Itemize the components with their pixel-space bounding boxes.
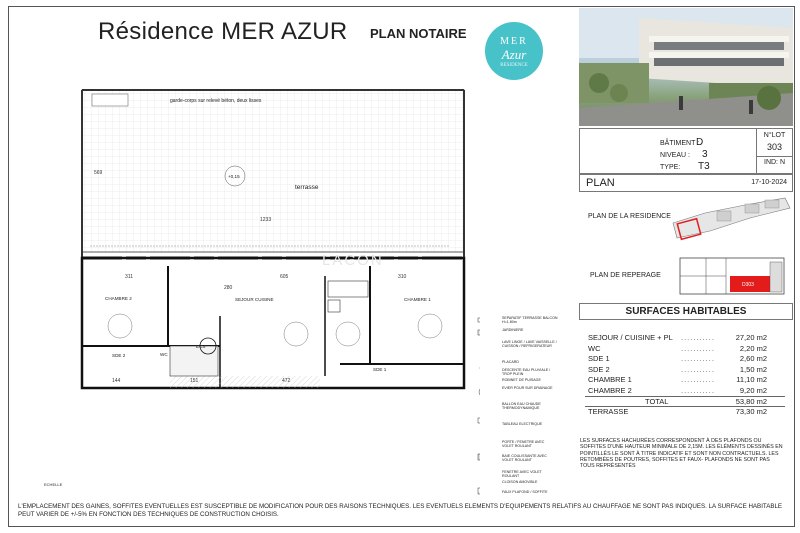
dim-311: 311 [125, 274, 133, 280]
surface-name: SDE 1 [588, 354, 610, 363]
legend-item: BALLON EAU CHAUDE THERMODYNAMIQUE [502, 402, 541, 410]
surface-row-chambre1 [585, 375, 785, 386]
surfaces-title: SURFACES HABITABLES [579, 303, 793, 320]
reperage-plan [676, 252, 788, 298]
mer-azur-logo [485, 22, 543, 80]
surface-row-wc [585, 344, 785, 355]
scale-label: ECHELLE [44, 482, 63, 487]
plan-label: PLAN [586, 177, 615, 189]
surface-name: CHAMBRE 1 [588, 375, 632, 384]
niveau-label: NIVEAU : [660, 152, 690, 159]
surface-dots: ........... [681, 364, 715, 374]
room-ecs: ECS [196, 344, 206, 349]
lot-info-panel [579, 128, 793, 174]
surface-dots: ........... [681, 343, 715, 353]
legend-item: SEPARATIF TERRASSE BALCON H=1.80m [502, 316, 558, 324]
terrasse-label: TERRASSE [588, 406, 629, 416]
legend-item: DESCENTE EAU PLUVIALE / TROP PLEIN [502, 368, 551, 376]
dim-605: 605 [280, 274, 289, 280]
surface-value: 27,20 m2 [735, 333, 767, 342]
legend-item: LAVE LINGE / LAVE VAISSELLE / CUISSON / REFRIGERATEUR [502, 340, 557, 348]
room-chambre2: CHAMBRE 2 [105, 296, 132, 301]
surface-name: CHAMBRE 2 [588, 385, 632, 395]
reperage-tag: D303 [742, 282, 754, 288]
batiment-value: D [696, 137, 704, 148]
surface-row-total [585, 396, 785, 407]
surfaces-table [585, 333, 785, 417]
surface-row-terrasse [585, 407, 785, 418]
lot-number: 303 [766, 142, 783, 152]
surface-name: SEJOUR / CUISINE + PL [588, 333, 673, 342]
terrace-label: terrasse [295, 184, 319, 191]
legend-item: EVIER POUR SUR DRAINAGE [502, 386, 553, 390]
residence-title: Résidence MER AZUR [98, 18, 348, 45]
legend-item: ROBINET DE PUISAGE [502, 378, 541, 382]
terrasse-value: 73,30 m2 [735, 406, 767, 416]
logo-line2: Azur [501, 47, 527, 62]
dim-472: 472 [282, 378, 291, 384]
terrace-width-dim: 1233 [260, 217, 272, 223]
surface-value: 9,20 m2 [739, 385, 767, 395]
plan-date: 17-10-2024 [751, 179, 787, 186]
surface-value: 11,10 m2 [736, 375, 767, 384]
room-sejour: SEJOUR CUISINE [235, 297, 274, 302]
residence-plan-label: PLAN DE LA RESIDENCE [588, 213, 671, 220]
residence-site-plan [665, 193, 793, 243]
surface-dots: ........... [681, 354, 715, 363]
residence-photo [579, 8, 793, 126]
total-label: TOTAL [645, 397, 669, 406]
legend-item: FENETRE AVEC VOLET ROULANT [502, 470, 542, 478]
logo-line3: RÉSIDENCE [500, 63, 528, 68]
surface-row-sejour [585, 333, 785, 344]
room-wc: WC [160, 352, 168, 357]
room-chambre1: CHAMBRE 1 [404, 297, 431, 302]
dim-144: 144 [112, 378, 121, 384]
lot-label: N°LOT [763, 132, 786, 139]
lot-number-box [756, 129, 792, 173]
dim-151: 151 [190, 378, 199, 384]
legend-item: PLACARD [502, 360, 519, 364]
legend-item: FAUX PLAFOND / SOFFITE [502, 490, 548, 494]
logo-line1: MER [500, 36, 528, 47]
legend-item: TABLEAU ELECTRIQUE [502, 422, 543, 426]
watermark: LACON [322, 252, 384, 269]
terrace-depth-dim: 569 [94, 170, 103, 176]
floor-plan [70, 86, 480, 496]
room-sde1: SDE 1 [373, 367, 387, 372]
surface-dots: ........... [681, 333, 715, 342]
room-sde2: SDE 2 [112, 353, 126, 358]
type-value: T3 [698, 161, 710, 172]
surface-row-sde2 [585, 365, 785, 376]
legend-item: PORTE / FENETRE AVEC VOLET ROULANT [502, 440, 545, 448]
plan-header [579, 174, 793, 192]
disclaimer-text: L'EMPLACEMENT DES GAINES, SOFFITES EVENTUELLES EST SUSCEPTIBLE DE MODIFICATION POUR DES RAISONS TECHNIQUES. LES EVENTUELS ELEMENTS D'EQUIPEMENTS RELATIFS AU CHAUFFAGE NE SONT PAS INDIQUES. LA SURFACE HABITABLE PEUT VARIER DE +/-5% EN FONCTION DES TECHNIQUES DE CONSTRUCTION CHOISIS. [18, 503, 783, 518]
plan-notes: LES SURFACES HACHURÉES CORRESPONDENT À DES PLAFONDS OU SOFFITES D'UNE HAUTEUR MINIMALE DE 2,15M. LES ÉLÉMENTS DESSINÉS EN POINTILLÉS LE SONT À TITRE INDICATIF ET SONT NON CONTRACTUELS. LES RETOMBÉES DE POUTRES, SOFFITES ET FAUX- PLAFONDS NE SONT PAS TOUS REPRÉSENTÉS [580, 438, 783, 470]
surface-value: 2,20 m2 [739, 343, 767, 353]
surface-dots: ........... [681, 375, 715, 384]
surface-name: SDE 2 [588, 364, 610, 374]
surface-name: WC [588, 343, 601, 353]
index-label: IND: N [757, 156, 792, 166]
reperage-plan-label: PLAN DE REPERAGE [590, 272, 661, 279]
level-mark: +0,15 [228, 174, 240, 179]
dim-310: 310 [398, 274, 407, 280]
niveau-value: 3 [702, 149, 708, 160]
legend-item: CLOISON AMOVIBLE [502, 480, 538, 484]
total-value: 53,80 m2 [735, 397, 767, 406]
type-label: TYPE: [660, 164, 681, 171]
surface-value: 2,60 m2 [739, 354, 767, 363]
surface-dots: ........... [681, 385, 715, 395]
legend-item: JARDINIERE [502, 328, 524, 332]
dim-280: 280 [224, 285, 233, 291]
terrace-note: garde-corps sur relevé béton, deux lisses [170, 98, 262, 104]
batiment-label: BÂTIMENT : [660, 140, 700, 147]
legend-item: BAIE COULISSANTE AVEC VOLET ROULANT [502, 454, 547, 462]
surface-row-chambre2 [585, 386, 785, 397]
plan-type-label: PLAN NOTAIRE [370, 26, 467, 41]
surface-row-sde1 [585, 354, 785, 365]
surface-value: 1,50 m2 [739, 364, 767, 374]
